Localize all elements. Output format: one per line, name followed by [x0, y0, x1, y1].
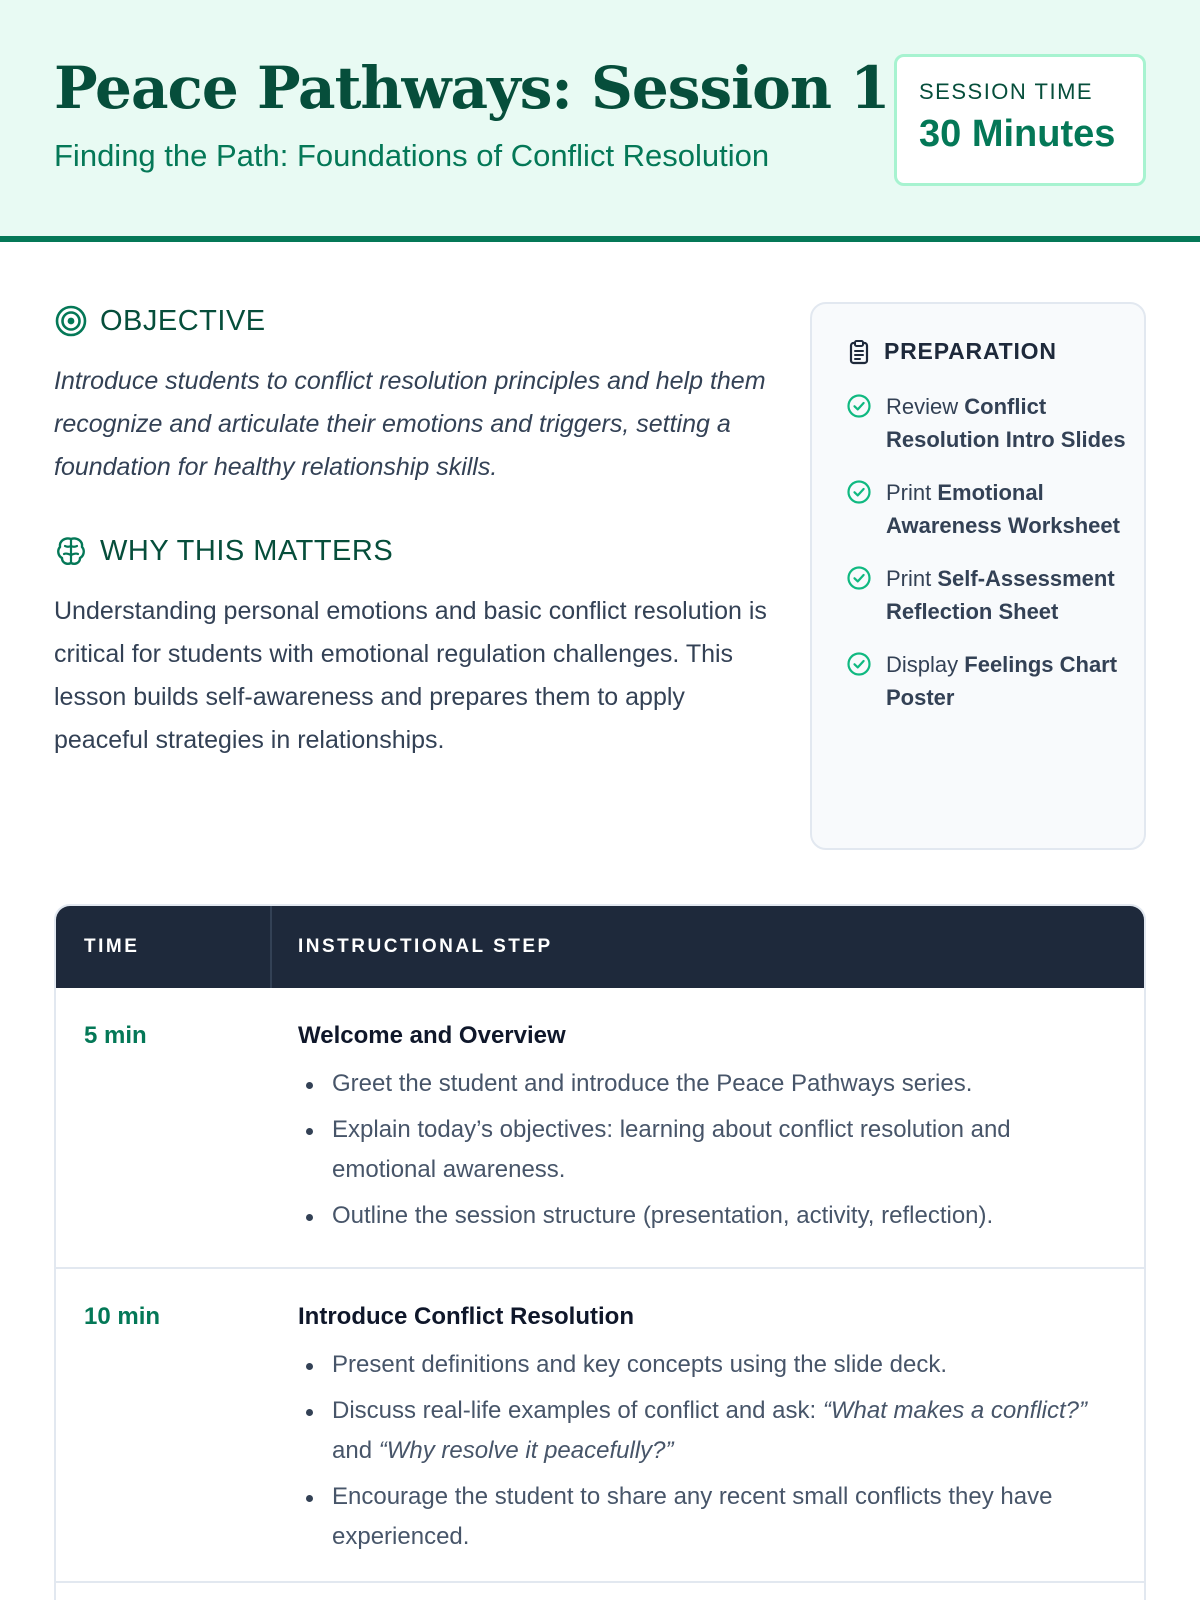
step-list — [298, 1345, 1104, 1557]
question-lead: Discuss real-life examples of conflict and ask: — [332, 1397, 823, 1424]
check-circle-icon — [846, 565, 872, 591]
prep-item: Conflict Resolution Intro Slides — [886, 394, 1126, 452]
page-header — [0, 0, 1200, 242]
list-item — [298, 1391, 1104, 1471]
list-item: Explain today’s objectives: learning about conflict resolution and emotional awareness. — [298, 1110, 1104, 1190]
objective-heading — [54, 304, 266, 338]
prep-verb: Review — [886, 394, 959, 419]
column-header-time: TIME — [56, 906, 272, 988]
target-icon — [54, 304, 88, 338]
why-heading-label: WHY THIS MATTERS — [100, 534, 394, 567]
list-item — [846, 648, 1136, 714]
prep-item: Feelings Chart Poster — [886, 652, 1118, 710]
list-item — [846, 476, 1136, 542]
prep-item: Self-Assessment Reflection Sheet — [886, 566, 1115, 624]
objective-text: Introduce students to conflict resolution principles and help them recognize and articulate their emotions and triggers, setting a foundation for healthy relationship skills. — [54, 367, 766, 481]
objective-heading-label: OBJECTIVE — [100, 304, 266, 337]
list-item: Outline the session structure (presentation, activity, reflection). — [298, 1196, 1104, 1236]
row-time: 10 min — [84, 1303, 161, 1330]
list-item — [846, 562, 1136, 628]
prep-item: Emotional Awareness Worksheet — [886, 480, 1120, 538]
session-time-label: SESSION TIME — [919, 79, 1094, 104]
why-heading — [54, 534, 393, 568]
table-row — [56, 988, 1144, 1269]
why-text: Understanding personal emotions and basic conflict resolution is critical for students with emotional regulation challenges. This lesson builds self-awareness and prepares them to apply peaceful strategies in relationships. — [54, 597, 767, 754]
table-header — [56, 906, 1144, 988]
table-row — [56, 1269, 1144, 1583]
list-item: Greet the student and introduce the Peace Pathways series. — [298, 1064, 1104, 1104]
row-time: 5 min — [84, 1022, 147, 1049]
preparation-heading — [846, 338, 1057, 365]
preparation-heading-label: PREPARATION — [884, 338, 1057, 364]
prep-verb: Display — [886, 652, 959, 677]
check-circle-icon — [846, 651, 872, 677]
row-title: Introduce Conflict Resolution — [298, 1303, 634, 1330]
column-header-step: INSTRUCTIONAL STEP — [298, 936, 553, 957]
preparation-list — [846, 390, 1136, 734]
prep-verb: Print — [886, 566, 932, 591]
question-joiner: and — [332, 1437, 379, 1464]
session-time-card — [894, 54, 1146, 186]
page-subtitle: Finding the Path: Foundations of Conflict Resolution — [54, 138, 770, 173]
brain-icon — [54, 534, 88, 568]
list-item: Present definitions and key concepts using the slide deck. — [298, 1345, 1104, 1385]
question-one: “What makes a conflict?” — [822, 1397, 1087, 1424]
prep-verb: Print — [886, 480, 932, 505]
page-title: Peace Pathways: Session 1 — [54, 54, 890, 122]
clipboard-icon — [846, 339, 872, 365]
list-item — [846, 390, 1136, 456]
lesson-plan-table — [54, 904, 1146, 1600]
preparation-card — [810, 302, 1146, 850]
check-circle-icon — [846, 393, 872, 419]
check-circle-icon — [846, 479, 872, 505]
list-item: Encourage the student to share any recent small conflicts they have experienced. — [298, 1477, 1104, 1557]
row-title: Welcome and Overview — [298, 1022, 566, 1049]
question-two: “Why resolve it peacefully?” — [378, 1437, 674, 1464]
session-time-value: 30 Minutes — [919, 113, 1116, 155]
step-list — [298, 1064, 1104, 1236]
